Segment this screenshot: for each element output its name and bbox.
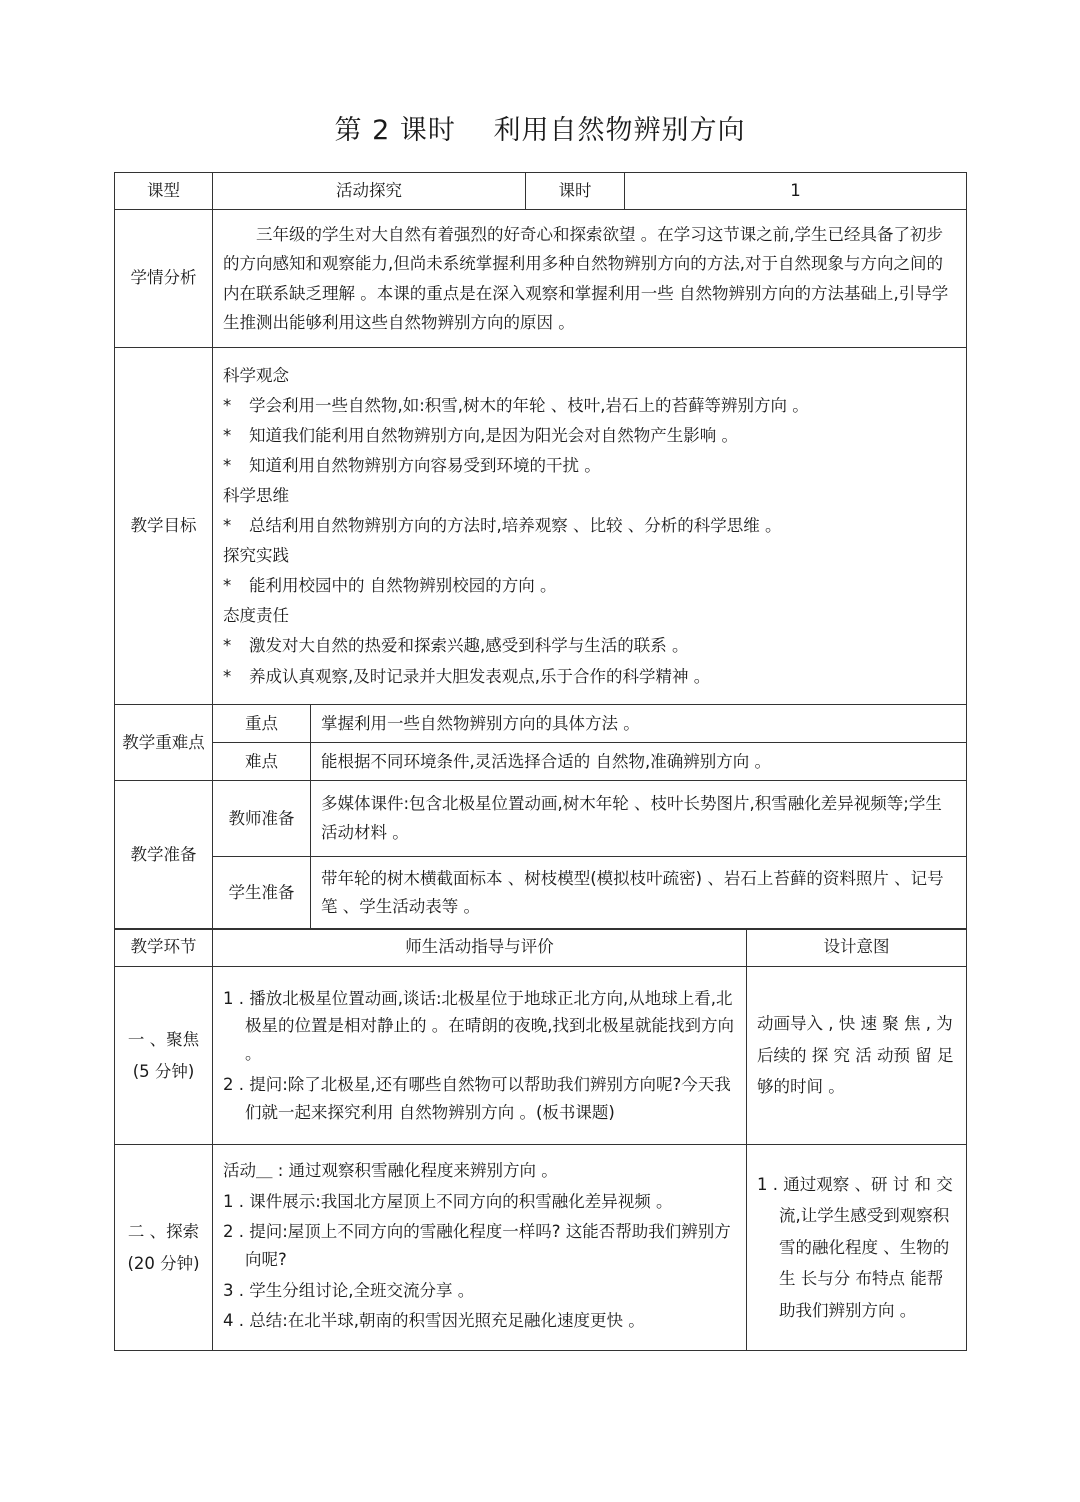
bullet-star: * xyxy=(223,516,232,536)
goal-item: * 激发对大自然的热爱和探索兴趣,感受到科学与生活的联系 。 xyxy=(223,631,956,661)
stage-focus-intent: 动画导入 , 快 速 聚 焦 , 为后续的 探 究 活 动预 留 足够的时间 。 xyxy=(747,967,967,1145)
stage-explore-name: 二 、探索 xyxy=(127,1222,200,1242)
teaching-process-table xyxy=(114,928,967,1351)
goal-heading-thinking: 科学思维 xyxy=(223,486,289,506)
bullet-star: * xyxy=(223,576,232,596)
teacher-prep-text: 多媒体课件:包含北极星位置动画,树木年轮 、枝叶长势图片,积雪融化差异视频等;学生活动材料 。 xyxy=(311,781,967,857)
student-prep-text: 带年轮的树木横截面标本 、树枝模型(模拟枝叶疏密) 、岩石上苔藓的资料照片 、记号笔 、学生活动表等 。 xyxy=(311,857,967,930)
keypoints-label: 教学重难点 xyxy=(115,705,213,781)
stage-focus-time: (5 分钟) xyxy=(132,1061,195,1081)
difficulty-label: 难点 xyxy=(213,743,311,781)
difficulty-text: 能根据不同环境条件,灵活选择合适的 自然物,准确辨别方向 。 xyxy=(311,743,967,781)
goal-item: * 知道我们能利用自然物辨别方向,是因为阳光会对自然物产生影响 。 xyxy=(223,421,956,451)
bullet-star: * xyxy=(223,396,232,416)
stage-focus-name: 一 、聚焦 xyxy=(127,1030,200,1050)
focus-label: 重点 xyxy=(213,705,311,743)
process-col-activity: 师生活动指导与评价 xyxy=(213,929,747,967)
type-label: 课型 xyxy=(115,173,213,210)
activity-title: 活动＿ : 通过观察积雪融化程度来辨别方向 。 xyxy=(223,1160,558,1180)
analysis-text: 三年级的学生对大自然有着强烈的好奇心和探索欲望 。在学习这节课之前,学生已经具备了初步的方向感知和观察能力,但尚未系统掌握利用多种自然物辨别方向的方法,对于自然现象与方向之间的内在联系缺乏理解 。本课的重点是在深入观察和掌握利用一些 自然物辨别方向的方法基础上,引导学生推测出能够利用这些自然物辨别方向的原因 。 xyxy=(213,210,967,348)
stage-focus xyxy=(115,967,213,1145)
goal-item: * 养成认真观察,及时记录并大胆发表观点,乐于合作的科学精神 。 xyxy=(223,662,956,692)
goals-label: 教学目标 xyxy=(115,348,213,705)
bullet-star: * xyxy=(223,426,232,446)
stage-explore-intent xyxy=(747,1145,967,1351)
goal-item: * 能利用校园中的 自然物辨别校园的方向 。 xyxy=(223,571,956,601)
bullet-star: * xyxy=(223,666,232,686)
activity-step: 3 . 学生分组讨论,全班交流分享 。 xyxy=(223,1280,475,1300)
process-col-stage: 教学环节 xyxy=(115,929,213,967)
stage-focus-activities xyxy=(213,967,747,1145)
type-value: 活动探究 xyxy=(213,173,526,210)
lesson-info-table xyxy=(114,172,967,930)
teacher-prep-label: 教师准备 xyxy=(213,781,311,857)
stage-explore xyxy=(115,1145,213,1351)
stage-explore-time: (20 分钟) xyxy=(127,1253,200,1273)
activity-step: 2 . 提问:屋顶上不同方向的雪融化程度一样吗? 这能否帮助我们辨别方向呢? xyxy=(223,1222,731,1269)
hours-label: 课时 xyxy=(526,173,625,210)
prep-label: 教学准备 xyxy=(115,781,213,930)
activity-step: 4 . 总结:在北半球,朝南的积雪因光照充足融化速度更快 。 xyxy=(223,1311,645,1331)
goal-heading-practice: 探究实践 xyxy=(223,546,289,566)
page-title: 第 2 课时 利用自然物辨别方向 xyxy=(334,115,746,146)
activity-step: 2 . 提问:除了北极星,还有哪些自然物可以帮助我们辨别方向呢?今天我们就一起来探究利用 自然物辨别方向 。(板书课题) xyxy=(223,1074,731,1122)
goal-item: * 总结利用自然物辨别方向的方法时,培养观察 、比较 、分析的科学思维 。 xyxy=(223,511,956,541)
focus-text: 掌握利用一些自然物辨别方向的具体方法 。 xyxy=(311,705,967,743)
hours-value: 1 xyxy=(625,173,967,210)
activity-step: 1 . 播放北极星位置动画,谈话:北极星位于地球正北方向,从地球上看,北极星的位置是相对静止的 。在晴朗的夜晚,找到北极星就能找到方向 。 xyxy=(223,988,734,1064)
bullet-star: * xyxy=(223,636,232,656)
bullet-star: * xyxy=(223,456,232,476)
goal-item: * 知道利用自然物辨别方向容易受到环境的干扰 。 xyxy=(223,451,956,481)
goals-content xyxy=(213,348,967,705)
student-prep-label: 学生准备 xyxy=(213,857,311,930)
goal-heading-concept: 科学观念 xyxy=(223,366,289,386)
activity-step: 1 . 课件展示:我国北方屋顶上不同方向的积雪融化差异视频 。 xyxy=(223,1191,673,1211)
analysis-label: 学情分析 xyxy=(115,210,213,348)
goal-heading-attitude: 态度责任 xyxy=(223,606,289,626)
process-col-intent: 设计意图 xyxy=(747,929,967,967)
stage-explore-activities xyxy=(213,1145,747,1351)
goal-item: * 学会利用一些自然物,如:积雪,树木的年轮 、枝叶,岩石上的苔藓等辨别方向 。 xyxy=(223,391,956,421)
intent-item: 1 . 通过观察 、研 讨 和 交流,让学生感受到观察积雪的融化程度 、生物的生 长与分 布特点 能帮助我们辨别方向 。 xyxy=(757,1175,953,1320)
